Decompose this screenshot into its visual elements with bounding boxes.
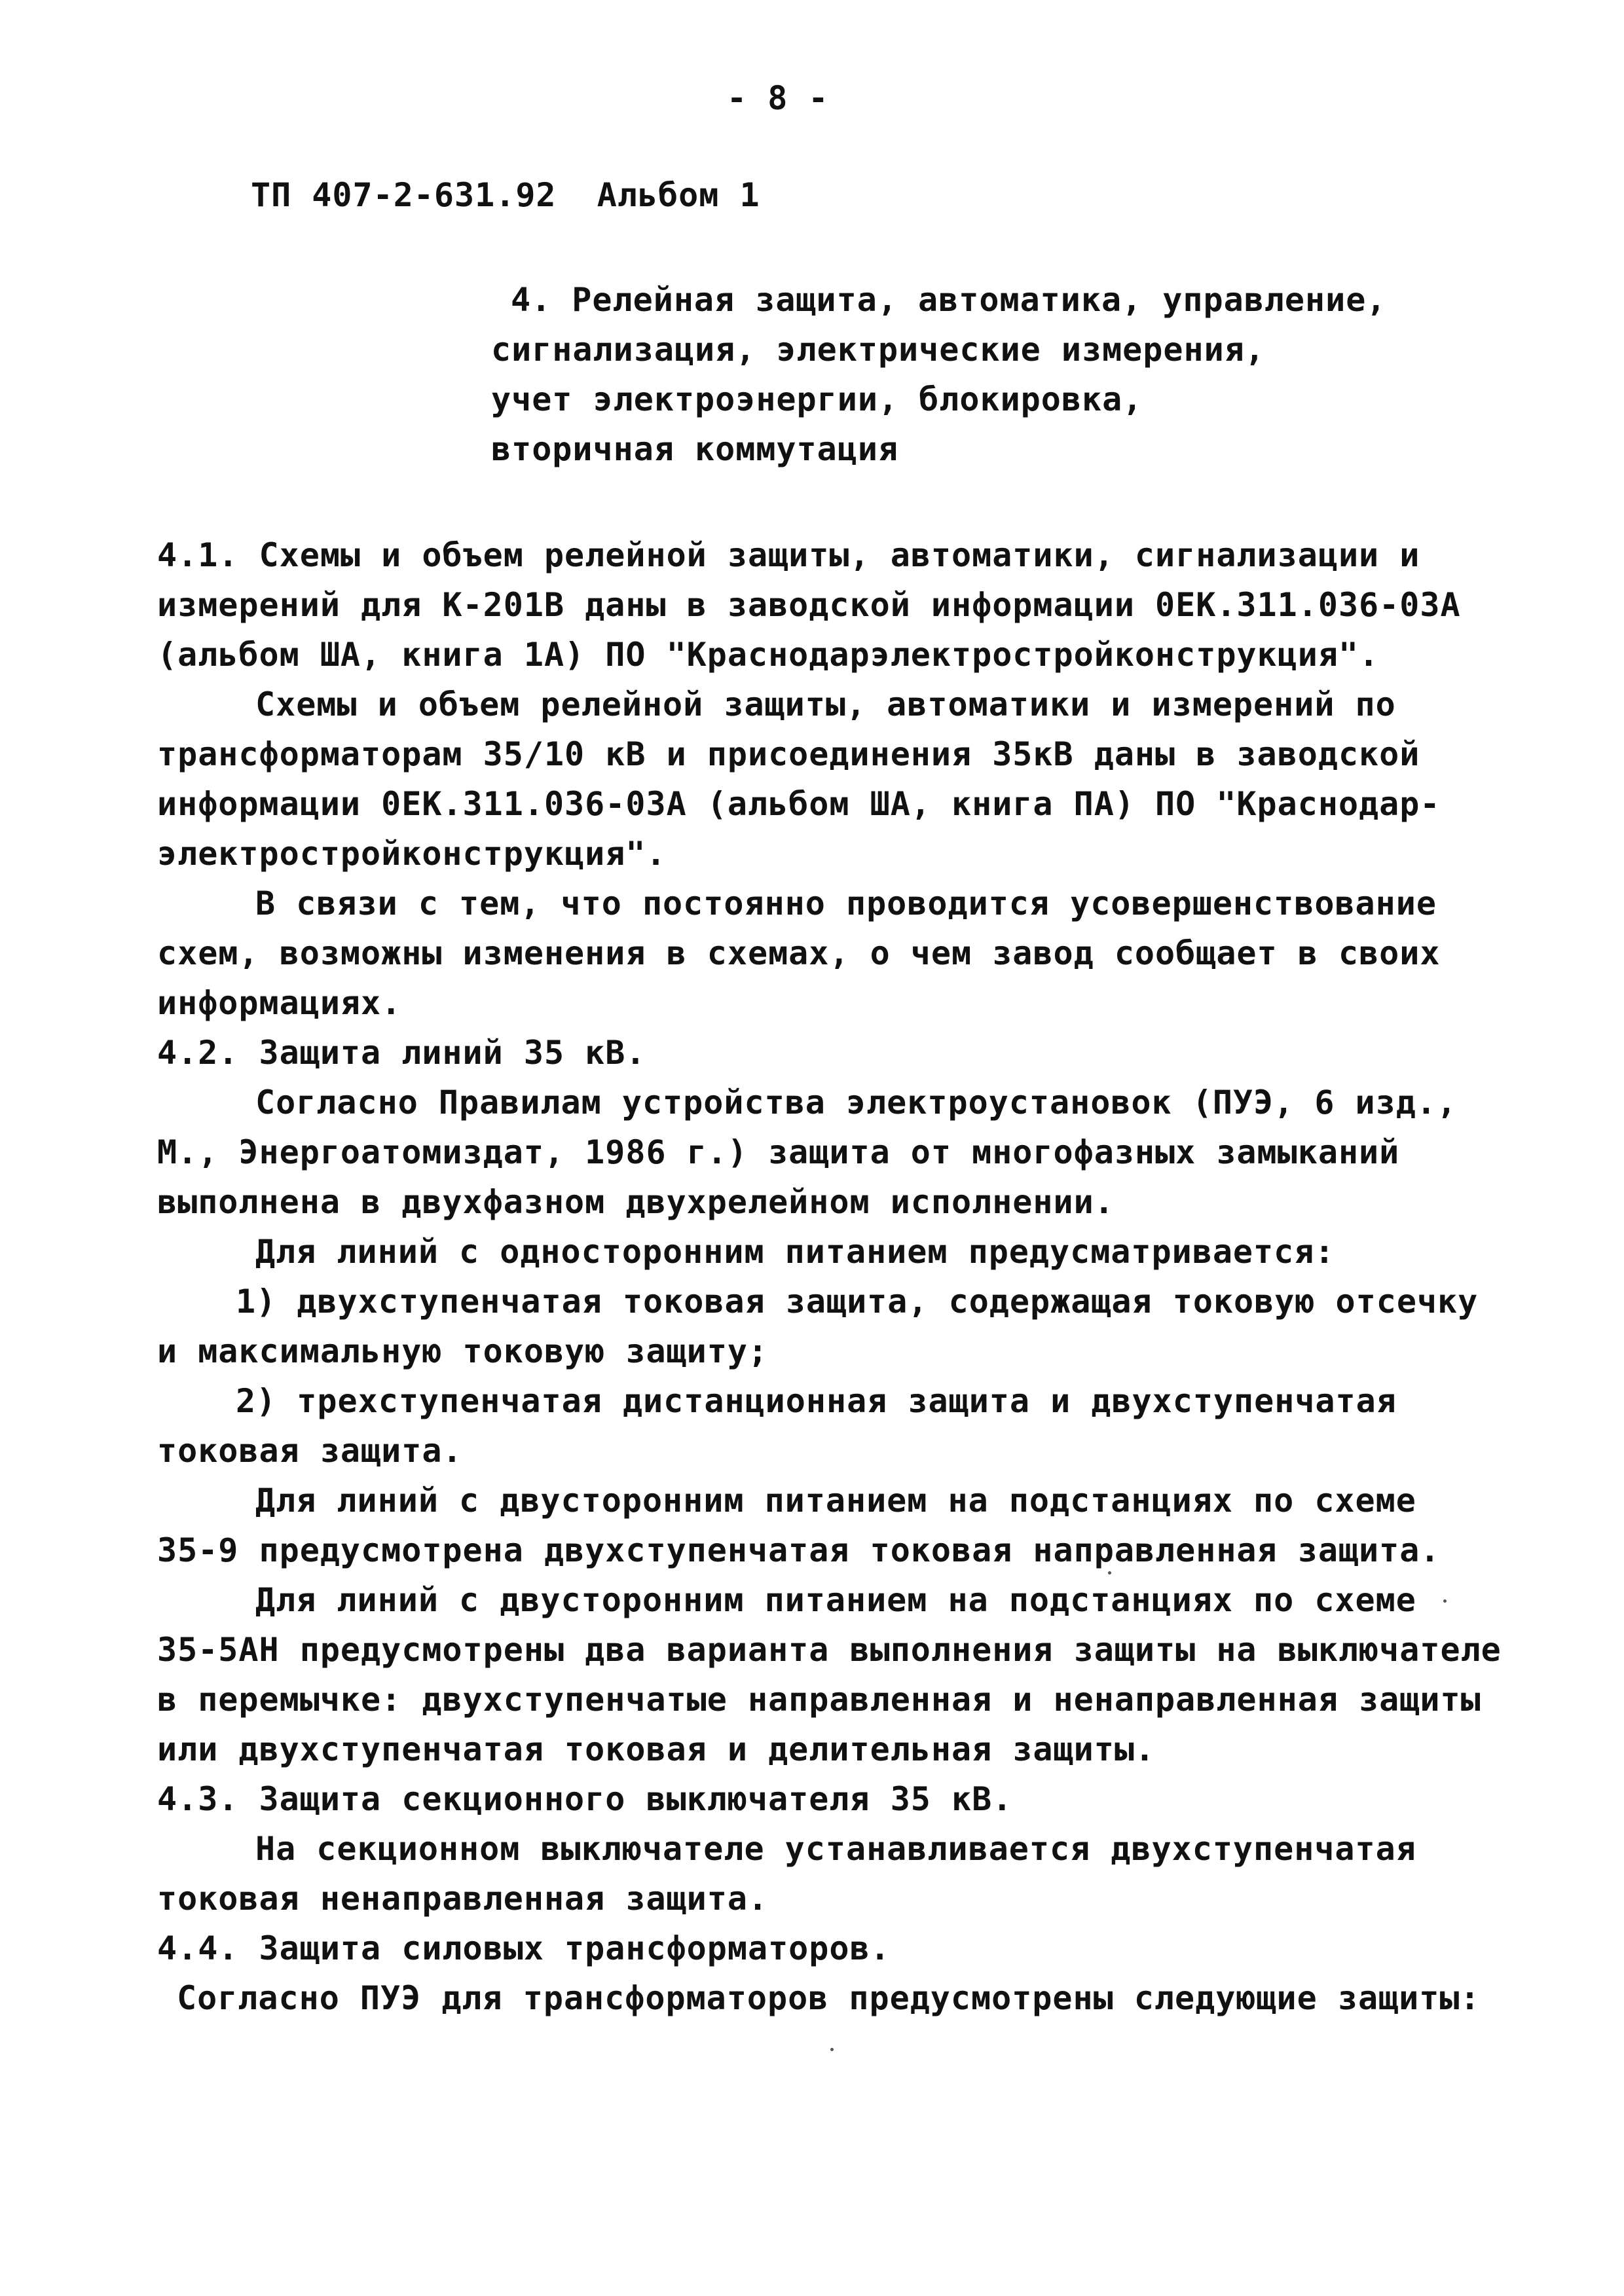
subsection-heading: 4.2. Защита линий 35 кВ. [157,1034,646,1072]
paragraph-line: Для линий с двусторонним питанием на подстанциях по схеме [255,1581,1416,1619]
scan-speck [1443,1599,1447,1603]
paragraph-line: информации 0ЕК.311.036-03А (альбом ША, книга ПА) ПО "Краснодар- [157,785,1441,823]
paragraph-line: или двухступенчатая токовая и делительная защиты. [157,1730,1156,1768]
paragraph-line: 4.1. Схемы и объем релейной защиты, автоматики, сигнализации и [157,536,1420,574]
scan-speck [830,2048,834,2051]
page-number: - 8 - [727,79,829,117]
paragraph-line: схем, возможны изменения в схемах, о чем завод сообщает в своих [157,934,1441,972]
paragraph-line: На секционном выключателе устанавливается двухступенчатая [255,1830,1416,1868]
paragraph-line: электростройконструкция". [157,835,667,873]
paragraph-line: (альбом ША, книга 1А) ПО "Краснодарэлектростройконструкция". [157,636,1380,674]
paragraph-line: В связи с тем, что постоянно проводится усовершенствование [255,884,1437,922]
paragraph-line: выполнена в двухфазном двухрелейном исполнении. [157,1183,1115,1221]
section-title-line: учет электроэнергии, блокировка, [491,380,1143,418]
paragraph-line: трансформаторам 35/10 кВ и присоединения 35кВ даны в заводской [157,735,1420,773]
paragraph-line: Для линий с двусторонним питанием на подстанциях по схеме [255,1482,1416,1520]
list-item: 2) трехступенчатая дистанционная защита и двухступенчатая [236,1382,1397,1420]
section-title-line: сигнализация, электрические измерения, [491,331,1265,369]
paragraph-line: информациях. [157,984,402,1022]
subsection-heading: 4.4. Защита силовых трансформаторов. [157,1929,891,1967]
paragraph-line: Для линий с односторонним питанием предусматривается: [255,1233,1335,1271]
paragraph-line: Схемы и объем релейной защиты, автоматики и измерений по [255,685,1396,723]
section-title-line: вторичная коммутация [491,430,899,468]
list-item-continuation: токовая защита. [157,1432,463,1470]
paragraph-line: в перемычке: двухступенчатые направленная и ненаправленная защиты [157,1681,1481,1719]
paragraph-line: Согласно ПУЭ для трансформаторов предусмотрены следующие защиты: [177,1979,1481,2017]
paragraph-line: М., Энергоатомиздат, 1986 г.) защита от многофазных замыканий [157,1133,1400,1171]
paragraph-line: 35-9 предусмотрена двухступенчатая токовая направленная защита. [157,1531,1441,1569]
subsection-heading: 4.3. Защита секционного выключателя 35 кВ. [157,1780,1013,1818]
paragraph-line: измерений для К-201В даны в заводской информации 0ЕК.311.036-03А [157,586,1461,624]
scan-speck [1108,1571,1111,1575]
section-title-line: 4. Релейная защита, автоматика, управление, [511,281,1387,319]
document-reference: ТП 407-2-631.92 Альбом 1 [251,176,760,214]
paragraph-line: Согласно Правилам устройства электроустановок (ПУЭ, 6 изд., [255,1084,1458,1121]
paragraph-line: 35-5АН предусмотрены два варианта выполнения защиты на выключателе [157,1631,1502,1669]
paragraph-line: токовая ненаправленная защита. [157,1880,769,1918]
list-item-continuation: и максимальную токовую защиту; [157,1332,769,1370]
list-item: 1) двухступенчатая токовая защита, содержащая токовую отсечку [236,1283,1479,1321]
